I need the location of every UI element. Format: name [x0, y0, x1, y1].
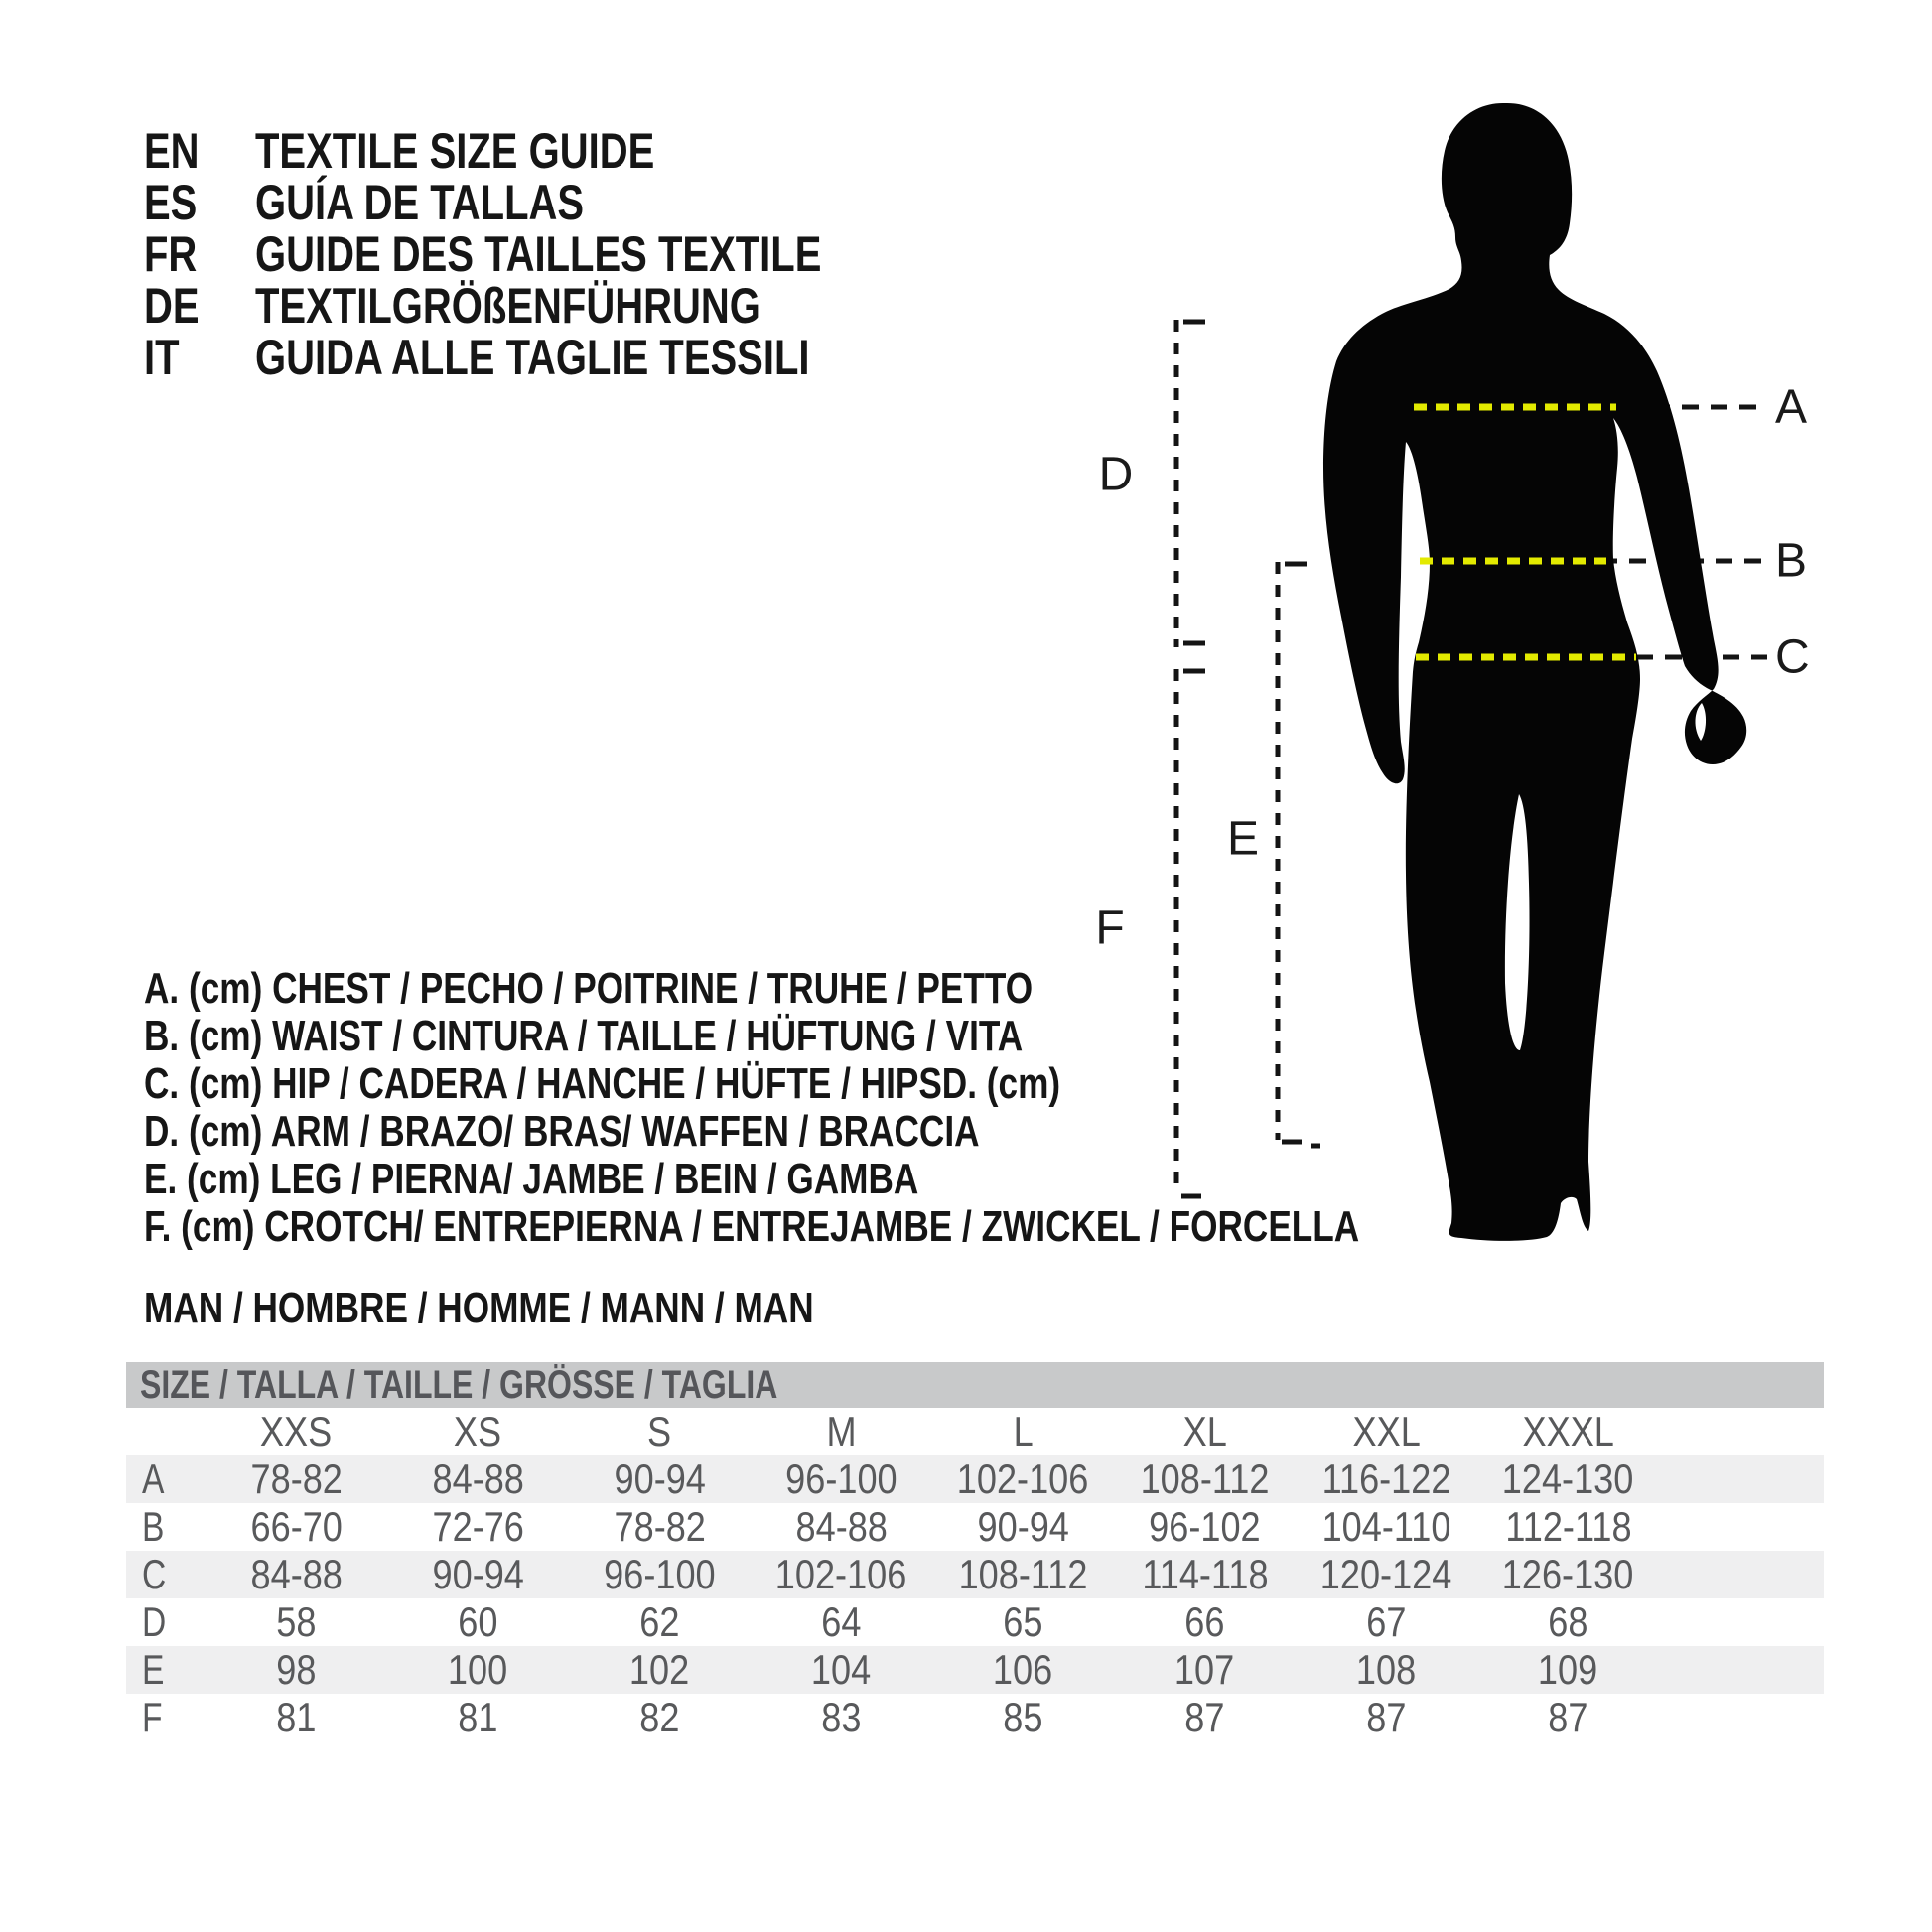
- table-row: [126, 1551, 1824, 1598]
- category-label-text: MAN / HOMBRE / HOMME / MANN / MAN: [144, 1284, 814, 1332]
- guide-title: TEXTILGRÖßENFÜHRUNG: [255, 278, 760, 334]
- table-cell: 78-82: [250, 1455, 343, 1502]
- table-cell: 83: [821, 1694, 862, 1740]
- guide-title: GUIDE DES TAILLES TEXTILE: [255, 226, 822, 282]
- size-table: [126, 1362, 1824, 1741]
- line-label-c: C: [1775, 630, 1810, 684]
- line-label-f: F: [1095, 901, 1125, 955]
- table-row-label: A: [142, 1455, 165, 1502]
- table-cell: 78-82: [614, 1503, 706, 1550]
- table-cell: 104: [811, 1646, 872, 1693]
- table-cell: 62: [639, 1598, 680, 1645]
- table-cell: 114-118: [1141, 1551, 1269, 1597]
- table-cell: 66: [1184, 1598, 1225, 1645]
- table-cell: 102-106: [957, 1455, 1089, 1502]
- table-cell: 64: [821, 1598, 862, 1645]
- table-cell: 67: [1366, 1598, 1407, 1645]
- language-code: DE: [144, 278, 200, 334]
- language-row: [144, 332, 963, 383]
- table-cell: 108: [1356, 1646, 1417, 1693]
- table-cell: 96-100: [604, 1551, 716, 1597]
- table-cell: 126-130: [1502, 1551, 1634, 1597]
- table-cell: 102: [629, 1646, 690, 1693]
- table-cell: 120-124: [1320, 1551, 1452, 1597]
- line-label-a: A: [1775, 380, 1808, 434]
- table-cell: 85: [1003, 1694, 1043, 1740]
- language-row: [144, 125, 963, 177]
- table-cell: 90-94: [614, 1455, 706, 1502]
- measurement-definition: A. (cm) CHEST / PECHO / POITRINE / TRUHE / PETTO: [144, 964, 1034, 1013]
- table-row-label: C: [142, 1551, 167, 1597]
- table-cell: 112-118: [1504, 1503, 1632, 1550]
- size-column-header: XS: [454, 1408, 502, 1454]
- table-cell: 60: [458, 1598, 498, 1645]
- language-code: EN: [144, 123, 200, 179]
- table-cell: 68: [1548, 1598, 1588, 1645]
- table-row: [126, 1503, 1824, 1551]
- table-cell: 87: [1366, 1694, 1407, 1740]
- line-label-e: E: [1226, 812, 1260, 866]
- size-column-header: XXXL: [1522, 1408, 1614, 1454]
- table-row: [126, 1455, 1824, 1503]
- table-cell: 87: [1548, 1694, 1588, 1740]
- man-silhouette: [1323, 103, 1746, 1241]
- table-cell: 116-122: [1321, 1455, 1451, 1502]
- table-cell: 81: [276, 1694, 317, 1740]
- table-cell: 100: [448, 1646, 508, 1693]
- size-column-header: XL: [1182, 1408, 1227, 1454]
- table-row: [126, 1646, 1824, 1694]
- table-cell: 107: [1174, 1646, 1235, 1693]
- language-code: FR: [144, 226, 198, 282]
- size-column-header: XXS: [260, 1408, 333, 1454]
- table-row-label: D: [142, 1598, 167, 1645]
- table-cell: 108-112: [958, 1551, 1088, 1597]
- language-code: IT: [144, 330, 180, 385]
- size-column-header: M: [826, 1408, 857, 1454]
- guide-title: GUÍA DE TALLAS: [255, 175, 585, 230]
- measurement-definition: F. (cm) CROTCH/ ENTREPIERNA / ENTREJAMBE / ZWICKEL / FORCELLA: [144, 1202, 1360, 1251]
- size-table-header-text: SIZE / TALLA / TAILLE / GRÖSSE / TAGLIA: [140, 1362, 778, 1407]
- table-cell: 66-70: [250, 1503, 343, 1550]
- language-row: [144, 280, 963, 332]
- language-title-list: [144, 125, 963, 383]
- table-cell: 81: [458, 1694, 498, 1740]
- measurement-definition: E. (cm) LEG / PIERNA/ JAMBE / BEIN / GAMBA: [144, 1155, 919, 1203]
- guide-title: TEXTILE SIZE GUIDE: [255, 123, 655, 179]
- language-row: [144, 228, 963, 280]
- table-row-label: B: [142, 1503, 165, 1550]
- table-cell: 96-100: [785, 1455, 897, 1502]
- vertical-measure-lines: [1176, 320, 1320, 1196]
- table-cell: 84-88: [432, 1455, 524, 1502]
- table-cell: 98: [276, 1646, 317, 1693]
- table-row: [126, 1694, 1824, 1741]
- size-column-header: XXL: [1352, 1408, 1421, 1454]
- line-label-b: B: [1775, 534, 1808, 588]
- table-cell: 72-76: [432, 1503, 524, 1550]
- table-cell: 106: [993, 1646, 1053, 1693]
- measurement-definition: C. (cm) HIP / CADERA / HANCHE / HÜFTE / HIPSD. (cm): [144, 1059, 1061, 1108]
- table-cell: 108-112: [1140, 1455, 1270, 1502]
- man-measurement-diagram: [1042, 60, 1932, 1340]
- table-cell: 82: [639, 1694, 680, 1740]
- table-cell: 124-130: [1502, 1455, 1634, 1502]
- table-cell: 104-110: [1321, 1503, 1451, 1550]
- table-cell: 90-94: [977, 1503, 1069, 1550]
- size-column-header: L: [1013, 1408, 1034, 1454]
- measurement-definition: B. (cm) WAIST / CINTURA / TAILLE / HÜFTUNG / VITA: [144, 1012, 1024, 1060]
- table-row: [126, 1598, 1824, 1646]
- language-row: [144, 177, 963, 228]
- line-label-d: D: [1098, 448, 1134, 501]
- table-cell: 84-88: [250, 1551, 343, 1597]
- table-cell: 84-88: [795, 1503, 888, 1550]
- measurement-definition: D. (cm) ARM / BRAZO/ BRAS/ WAFFEN / BRACCIA: [144, 1107, 980, 1156]
- guide-title: GUIDA ALLE TAGLIE TESSILI: [255, 330, 810, 385]
- table-row-label: E: [142, 1646, 165, 1693]
- table-cell: 87: [1184, 1694, 1225, 1740]
- table-cell: 90-94: [432, 1551, 524, 1597]
- language-code: ES: [144, 175, 198, 230]
- table-row-label: F: [142, 1694, 163, 1740]
- table-cell: 102-106: [775, 1551, 907, 1597]
- table-cell: 65: [1003, 1598, 1043, 1645]
- size-column-header: S: [647, 1408, 672, 1454]
- category-label: [144, 1285, 981, 1332]
- table-cell: 58: [276, 1598, 317, 1645]
- size-header-row: [126, 1408, 1824, 1455]
- table-cell: 96-102: [1149, 1503, 1261, 1550]
- size-table-header-bar: [126, 1362, 1824, 1408]
- table-cell: 109: [1538, 1646, 1598, 1693]
